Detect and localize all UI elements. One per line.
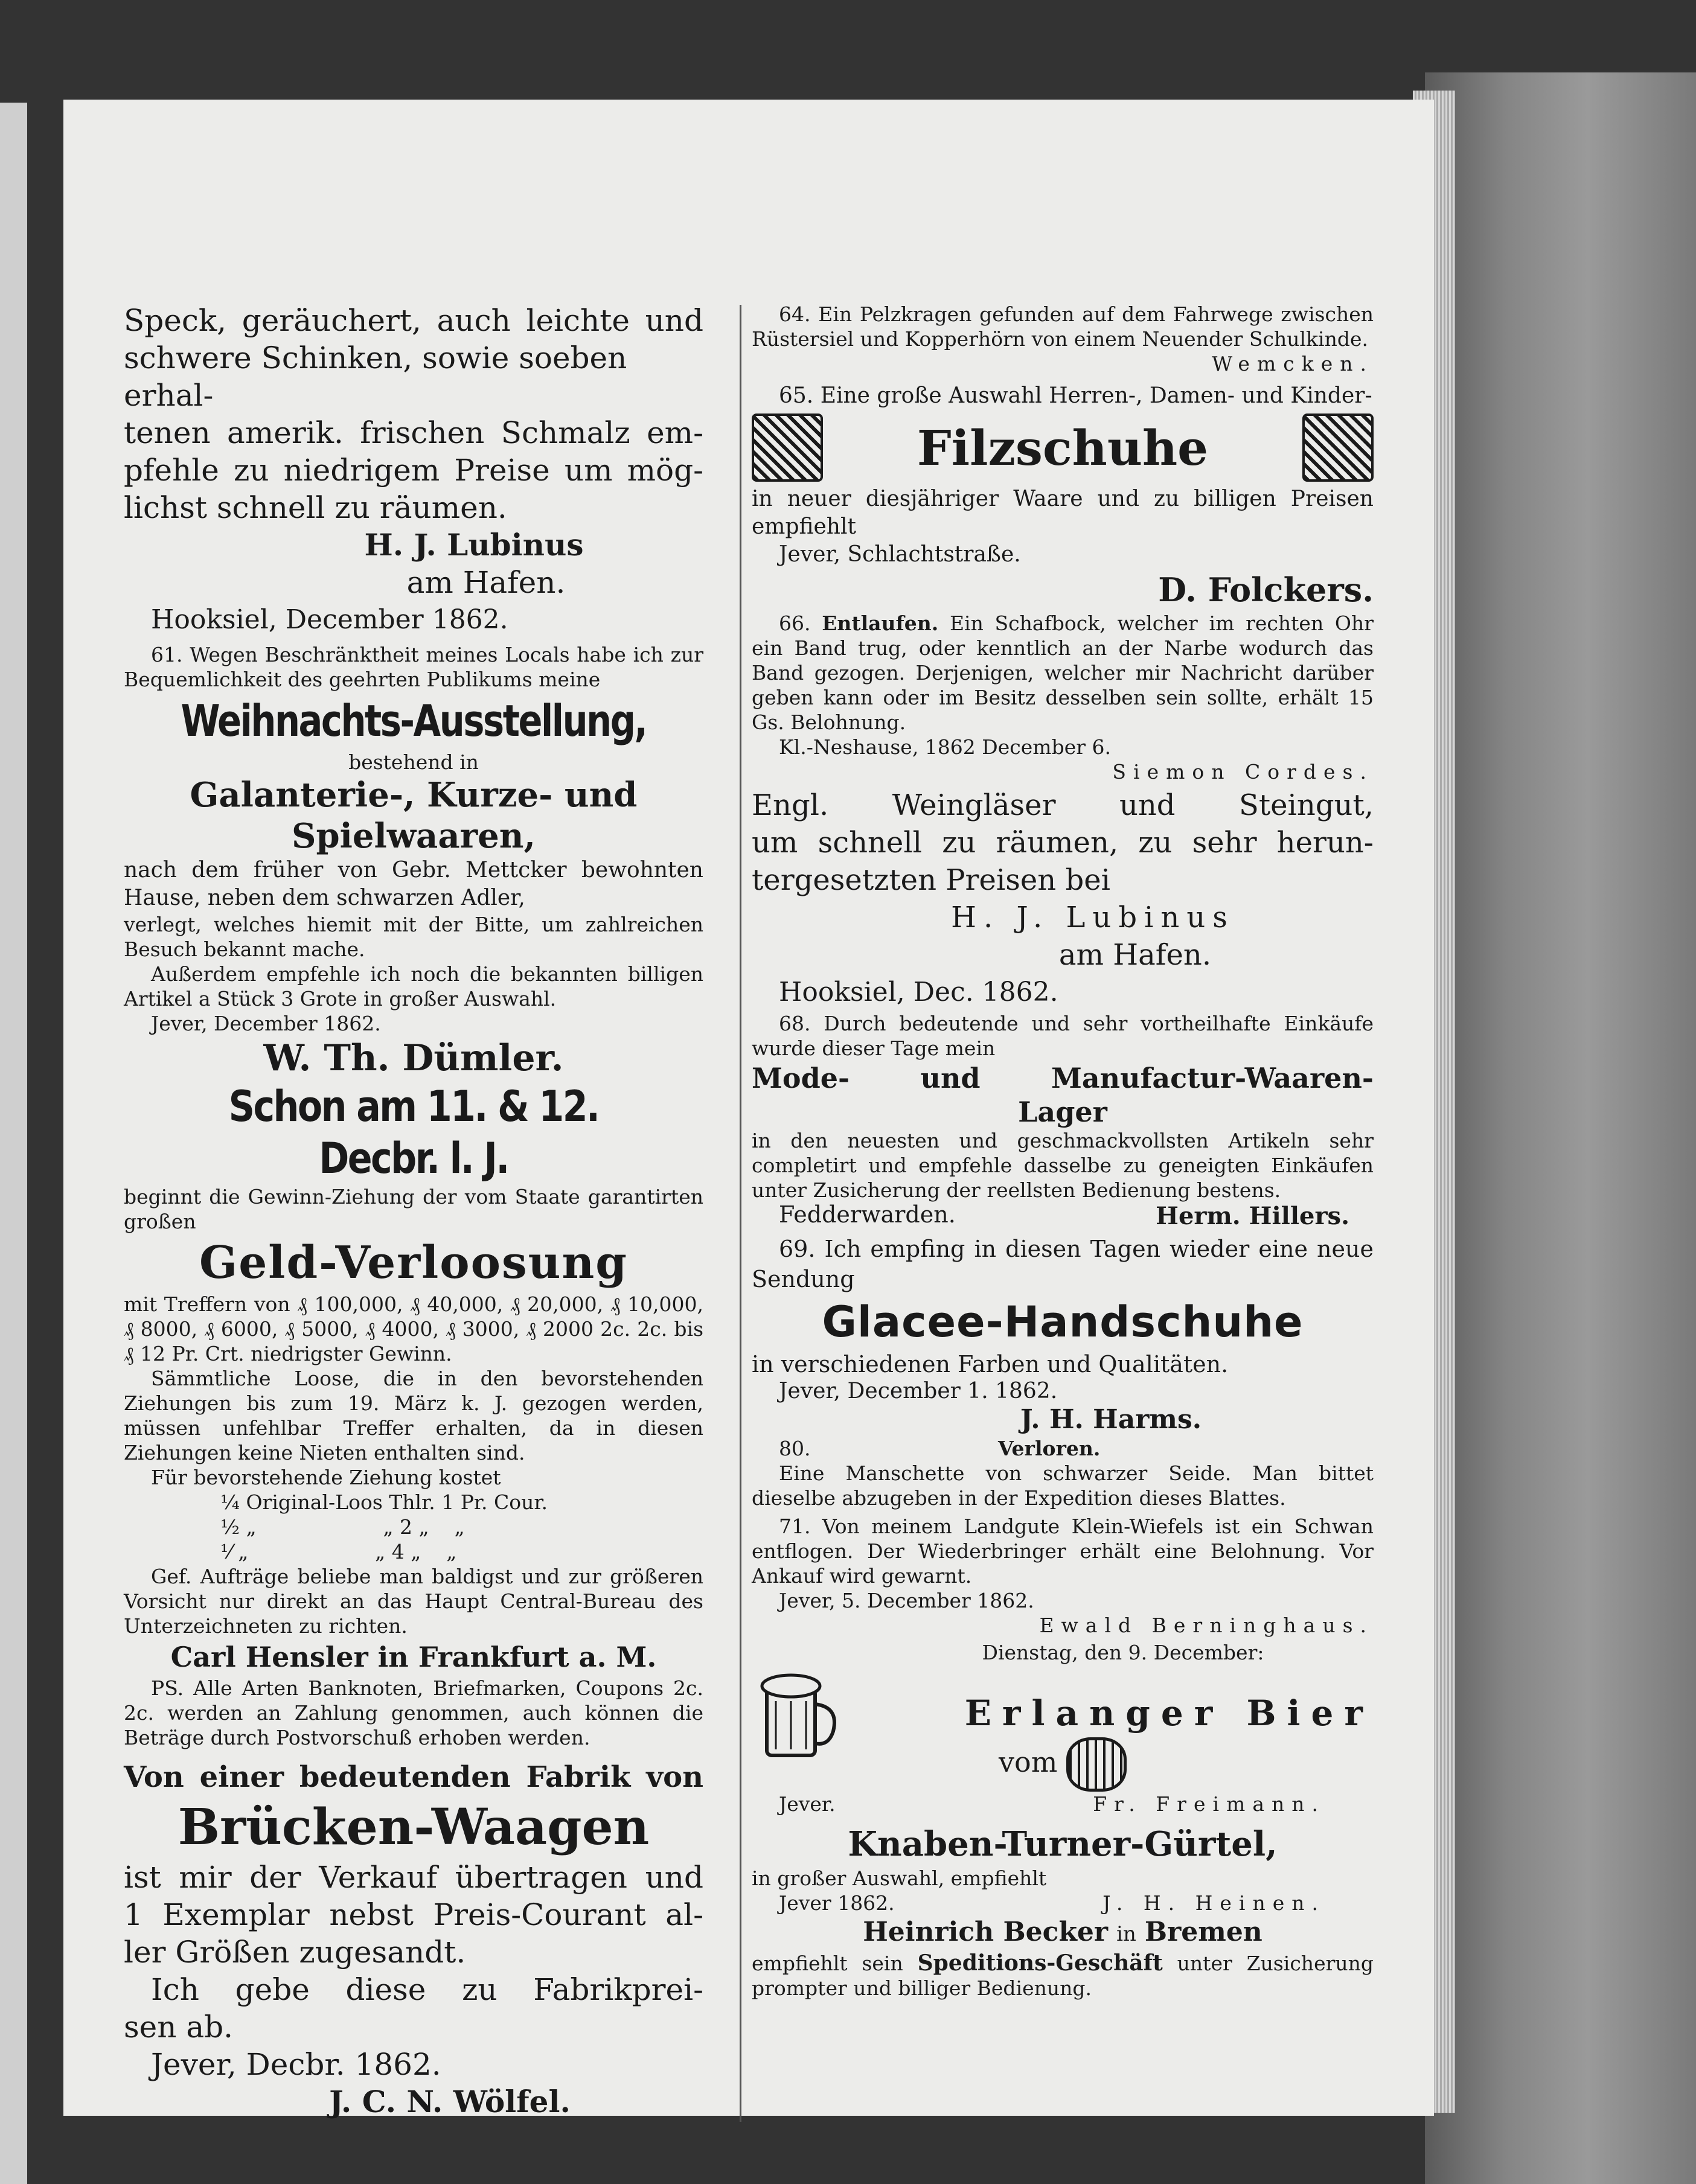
ad-line: ler Größen zugesandt. <box>124 1935 466 1970</box>
signature: Herm. Hillers. <box>1156 1202 1349 1230</box>
ad-title: Verloren. <box>997 1437 1101 1460</box>
ad-speck <box>124 302 703 639</box>
date-line: Jever, Decbr. 1862. <box>151 2047 441 2082</box>
ad-header <box>752 1436 1374 1461</box>
ad-body: nach dem früher von Gebr. Mettcker bewohnten Hause, neben dem schwarzen Adler, <box>124 858 703 910</box>
place-line: Jever. <box>779 1792 836 1816</box>
ad-intro: 69. Ich empfing in diesen Tagen wieder eine neue Sendung <box>752 1236 1374 1292</box>
price-text: „ „ 2 „ „ <box>246 1515 465 1539</box>
ad-body: 64. Ein Pelzkragen gefunden auf dem Fahrwege zwischen Rüstersiel und Kopperhörn von einem Neuender Schulkinde. <box>752 302 1374 351</box>
ad-body: in den neuesten und geschmackvollsten Artikeln sehr completirt und empfehle dasselbe zu geneigten Einkäufen unter Zusicherung der reellsten Bedienung bestens. <box>752 1129 1374 1202</box>
price-row <box>220 1490 703 1515</box>
ad-body: in großer Auswahl, empfiehlt <box>752 1866 1047 1890</box>
signature-row <box>752 1792 1374 1816</box>
business-name: Speditions-Geschäft <box>917 1950 1163 1976</box>
signature-row <box>752 1202 1374 1230</box>
ad-body: in verschiedenen Farben und Qualitäten. <box>752 1351 1229 1378</box>
ad-line: pfehle zu niedrigem Preise um mög- <box>124 453 703 488</box>
bier-vom <box>752 1737 1374 1792</box>
ad-body: Gef. Aufträge beliebe man baldigst und zur größeren Vorsicht nur direkt an das Haupt Central-Bureau des Unterzeichneten zu richten. <box>124 1565 703 1638</box>
ad-body <box>752 611 1374 735</box>
signature: D. Folckers. <box>1158 570 1374 609</box>
ad-line: Speck, geräuchert, auch leichte und <box>124 303 703 338</box>
headline: Erlanger Bier <box>964 1693 1374 1734</box>
company-name: Heinrich Becker <box>863 1917 1109 1947</box>
headline <box>752 1915 1374 1951</box>
headline: Brücken-Waagen <box>178 1798 650 1856</box>
ad-line: ist mir der Verkauf übertragen und <box>124 1860 703 1895</box>
ad-body: mit Treffern von ₰ 100,000, ₰ 40,000, ₰ 20,000, ₰ 10,000, ₰ 8000, ₰ 6000, ₰ 5000, ₰ 4000, ₰ 3000, ₰ 2000 2c. 2c. bis ₰ 12 Pr. Crt. niedrigster Gewinn. <box>124 1292 703 1365</box>
headline: Weihnachts-Ausstellung, <box>181 695 647 746</box>
ad-71 <box>752 1514 1374 1638</box>
city-name: Bremen <box>1144 1917 1262 1947</box>
date-line: Jever, December 1. 1862. <box>779 1379 1058 1403</box>
ad-line: 1 Exemplar nebst Preis-Courant al- <box>124 1897 703 1932</box>
headline: Spielwaaren, <box>292 816 536 856</box>
date-line: Dienstag, den 9. December: <box>982 1641 1264 1664</box>
ad-waagen <box>124 1758 703 2121</box>
ad-61 <box>124 642 703 1081</box>
signature: Siemon Cordes. <box>1112 760 1374 784</box>
headline: Glacee-Handschuhe <box>822 1297 1304 1347</box>
ad-line: um schnell zu räumen, zu sehr herun- <box>752 826 1374 860</box>
headline: Filzschuhe <box>917 419 1209 476</box>
ad-intro: 68. Durch bedeutende und sehr vortheilhafte Einkäufe wurde dieser Tage mein <box>752 1012 1374 1060</box>
signature-address: am Hafen. <box>406 565 566 600</box>
body-part: empfiehlt sein <box>752 1952 903 1975</box>
ad-body: Für bevorstehende Ziehung kostet <box>151 1466 501 1489</box>
ad-64 <box>752 302 1374 376</box>
signature: Ewald Berninghaus. <box>1039 1614 1374 1637</box>
ad-becker <box>752 1915 1374 2000</box>
ad-66 <box>752 611 1374 784</box>
subline: bestehend in <box>348 750 479 774</box>
book-cover <box>1425 72 1696 2184</box>
headline: Lager <box>1018 1096 1107 1128</box>
ad-body: in neuer diesjähriger Waare und zu billigen Preisen empfiehlt <box>752 487 1374 539</box>
price-fraction: ¼ <box>220 1490 240 1514</box>
ad-line: tergesetzten Preisen bei <box>752 863 1110 897</box>
signature-row <box>752 1891 1374 1915</box>
headline-row <box>752 413 1374 482</box>
date-line: Jever, 5. December 1862. <box>779 1589 1034 1612</box>
signature: J. H. Heinen. <box>1102 1891 1325 1915</box>
headline: Geld-Verloosung <box>199 1237 628 1289</box>
ad-body: Sämmtliche Loose, die in den bevorstehenden Ziehungen bis zum 19. März k. J. gezogen werden, müssen unfehlbar Treffer erhalten, da in diesen Ziehungen keine Nieten enthalten sind. <box>124 1367 703 1464</box>
ad-body: Außerdem empfehle ich noch die bekannten billigen Artikel a Stück 3 Grote in großer Auswahl. <box>124 962 703 1011</box>
ad-body: verlegt, welches hiemit mit der Bitte, um zahlreichen Besuch bekannt mache. <box>124 913 703 961</box>
ad-number: 80. <box>779 1437 811 1460</box>
date-line: Jever, December 1862. <box>151 1012 381 1035</box>
place-line: Jever, Schlachtstraße. <box>779 542 1021 567</box>
newspaper-page <box>63 100 1434 2119</box>
ad-line: tenen amerik. frischen Schmalz em- <box>124 415 703 450</box>
place-line: Fedderwarden. <box>779 1201 956 1228</box>
column-divider <box>740 305 741 2122</box>
vom-text: vom <box>999 1746 1058 1778</box>
price-fraction: ½ <box>220 1515 240 1539</box>
ad-intro: 65. Eine große Auswahl Herren-, Damen- und Kinder- <box>779 383 1372 408</box>
right-column <box>752 302 1374 2000</box>
ad-line: Engl. Weingläser und Steingut, <box>752 788 1374 822</box>
ad-bier <box>752 1640 1374 1816</box>
ad-65 <box>752 382 1374 611</box>
signature: Fr. Freimann. <box>1093 1792 1325 1816</box>
previous-page-edge <box>0 103 27 2184</box>
ad-glass <box>752 787 1374 1011</box>
signature: J. C. N. Wölfel. <box>329 2084 571 2119</box>
headline: Schon am 11. & 12. Decbr. l. J. <box>228 1082 599 1183</box>
body-part: unter Zusicherung prompter und billiger Bedienung. <box>752 1952 1374 2000</box>
ad-body: 71. Von meinem Landgute Klein-Wiefels ist ein Schwan entflogen. Der Wiederbringer erhält eine Belohnung. Vor Ankauf wird gewarnt. <box>752 1515 1374 1588</box>
price-text: „ „ 4 „ „ <box>238 1540 457 1563</box>
ad-postscript: PS. Alle Arten Banknoten, Briefmarken, Coupons 2c. 2c. werden an Zahlung genommen, auch können die Beträge durch Postvorschuß erhoben werden. <box>124 1676 703 1749</box>
price-row <box>220 1539 703 1564</box>
ad-lottery <box>124 1081 703 1750</box>
ad-line: Von einer bedeutenden Fabrik von <box>124 1760 703 1794</box>
left-column <box>124 302 703 2121</box>
signature: W. Th. Dümler. <box>263 1037 564 1079</box>
ad-line: lichst schnell zu räumen. <box>124 490 507 525</box>
signature: J. H. Harms. <box>1020 1404 1202 1435</box>
ad-text: Ein Schafbock, welcher im rechten Ohr ein Band trug, oder kenntlich an der Narbe wodurch das Band gezogen. Derjenigen, welcher mir Nachricht darüber geben kann oder im Besitz desselben sein sollte, erhält 15 Gs. Belohnung. <box>752 611 1374 734</box>
ad-title: Entlaufen. <box>822 611 939 635</box>
in-text: in <box>1116 1922 1136 1946</box>
ornament-icon <box>1302 413 1374 482</box>
ornament-icon <box>752 413 823 482</box>
price-text: Original-Loos Thlr. 1 Pr. Cour. <box>246 1490 548 1514</box>
ad-number: 66. <box>779 611 811 635</box>
signature-address: am Hafen. <box>1058 938 1212 972</box>
ad-body: Eine Manschette von schwarzer Seide. Man bittet dieselbe abzugeben in der Expedition dieses Blattes. <box>752 1461 1374 1510</box>
ad-line: Ich gebe diese zu Fabrikprei- <box>151 1972 703 2007</box>
date-line: Hooksiel, Dec. 1862. <box>779 977 1058 1007</box>
signature: Wemcken. <box>1212 352 1374 375</box>
ad-69 <box>752 1234 1374 1436</box>
date-line: Jever 1862. <box>779 1891 895 1915</box>
signature: H. J. Lubinus <box>364 527 584 563</box>
place-line: Kl.-Neshause, 1862 December 6. <box>779 735 1111 759</box>
price-row <box>220 1515 703 1539</box>
signature: H. J. Lubinus <box>951 901 1235 934</box>
ad-intro: beginnt die Gewinn-Ziehung der vom Staate garantirten großen <box>124 1185 703 1233</box>
beer-mug-icon <box>752 1665 842 1761</box>
headline: Galanterie-, Kurze- und <box>190 775 638 815</box>
price-table <box>124 1490 703 1564</box>
date-line: Hooksiel, December 1862. <box>151 604 508 635</box>
headline: Mode- und Manufactur-Waaren- <box>752 1062 1374 1094</box>
ad-68 <box>752 1011 1374 1230</box>
ad-intro: 61. Wegen Beschränktheit meines Locals habe ich zur Bequemlichkeit des geehrten Publikums meine <box>124 643 703 691</box>
price-fraction: ⅟ <box>220 1540 232 1563</box>
ad-80 <box>752 1436 1374 1510</box>
ad-line: sen ab. <box>124 2010 234 2045</box>
barrel-icon <box>1066 1737 1127 1792</box>
headline: Knaben-Turner-Gürtel, <box>848 1824 1278 1864</box>
ad-guertel <box>752 1822 1374 1915</box>
ad-body <box>752 1951 1374 2000</box>
signature: Carl Hensler in Frankfurt a. M. <box>170 1641 657 1673</box>
ad-line: schwere Schinken, sowie soeben erhal- <box>124 340 627 413</box>
